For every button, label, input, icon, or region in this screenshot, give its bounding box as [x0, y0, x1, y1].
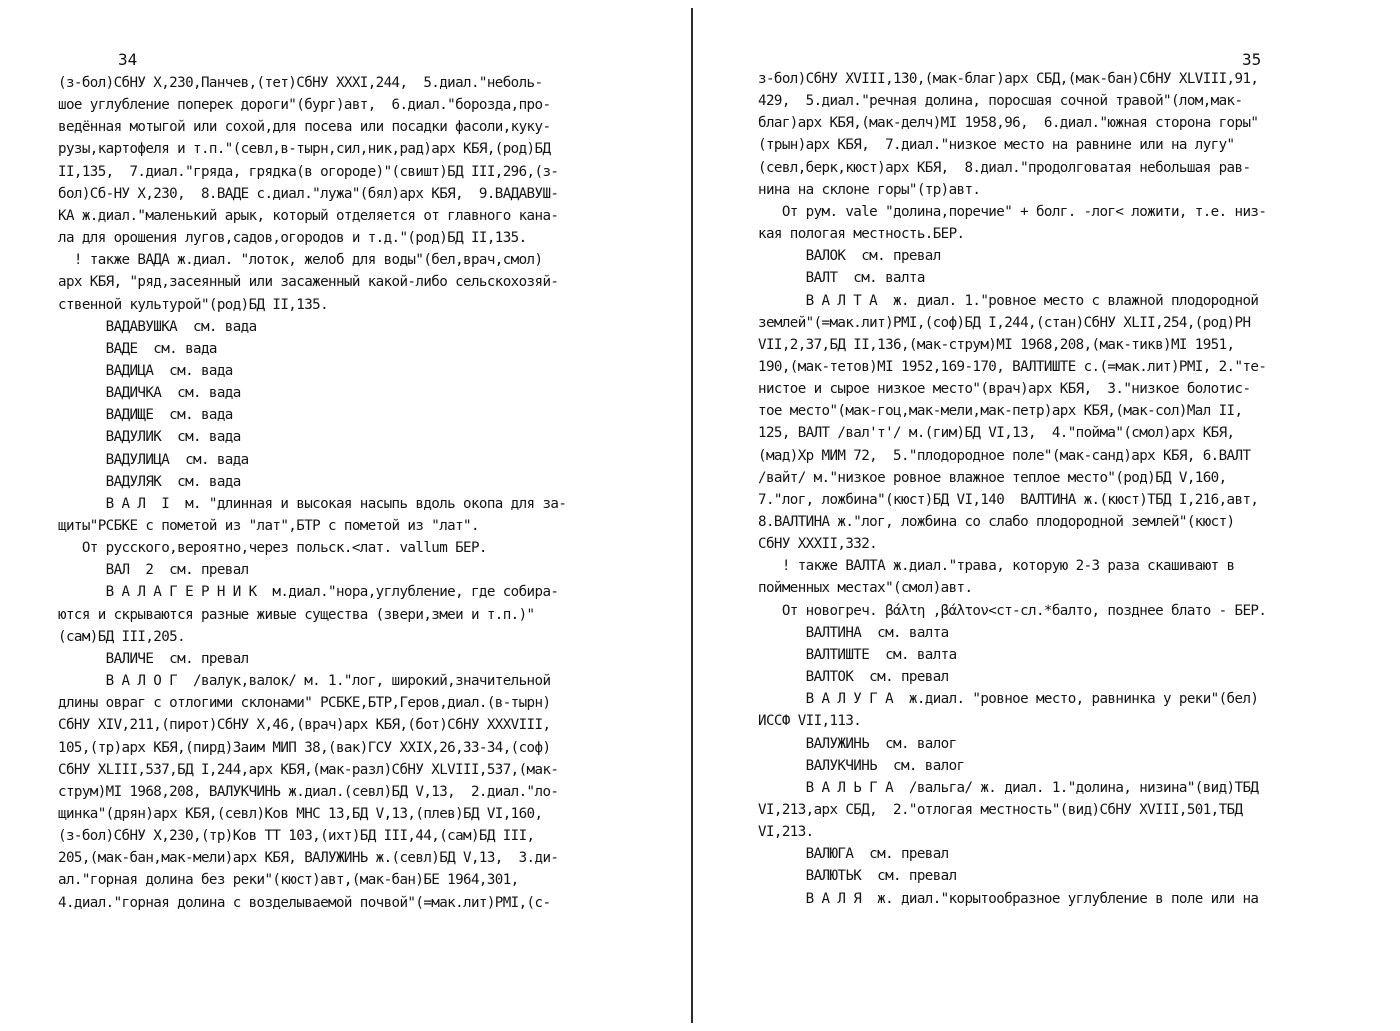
text-line: ВАДИЦА см. вада — [58, 362, 233, 379]
text-line: кая пологая местность.БЕР. — [758, 226, 965, 243]
text-line: 4.диал."горная долина с возделываемой почвой"(=мак.лит)РМI,(с- — [58, 894, 551, 911]
text-line: ВАЛУКЧИНЬ см. валог — [758, 757, 965, 774]
text-line: ственной культурой"(род)БД II,135. — [58, 296, 329, 313]
text-line: В А Л Ь Г А /вальга/ ж. диал. 1."долина, низина"(вид)ТБД — [758, 779, 1259, 796]
text-line: струм)МI 1968,208, ВАЛУКЧИНЬ ж.диал.(севл)БД V,13, 2.диал."ло- — [58, 783, 559, 800]
text-line: тое место"(мак-гоц,мак-мели,мак-петр)арх КБЯ,(мак-сол)Мал II, — [758, 403, 1243, 420]
text-line: нина на склоне горы"(тр)авт. — [758, 181, 981, 198]
text-line: нистое и сырое низкое место"(врач)арх КБЯ, 3."низкое болотис- — [758, 381, 1251, 398]
text-line: ВАДАВУШКА см. вада — [58, 318, 257, 335]
text-line: (трын)арх КБЯ, 7.диал."низкое место на равнине или на лугу" — [758, 137, 1235, 154]
text-line: В А Л I м. "длинная и высокая насыпь вдоль окопа для за- — [58, 495, 567, 512]
text-line: II,135, 7.диал."гряда, грядка(в огороде)"(свишт)БД III,296,(з- — [58, 163, 559, 180]
text-line: ВАЛТ см. валта — [758, 270, 925, 287]
text-line: шое углубление поперек дороги"(бург)авт, 6.диал."борозда,про- — [58, 97, 551, 114]
text-line: (з-бол)СбНУ X,230,Панчев,(тет)СбНУ XXXI,244, 5.диал."неболь- — [58, 75, 543, 91]
text-line: От русского,вероятно,через польск.<лат. vallum БЕР. — [58, 540, 487, 557]
text-line: 105,(тр)арх КБЯ,(пирд)Заим МИП 38,(вак)ГСУ XXIX,26,33-34,(соф) — [58, 739, 551, 756]
text-line: ВАДУЛЯК см. вада — [58, 473, 241, 490]
text-line: (севл,берк,кюст)арх КБЯ, 8.диал."продолговатая небольшая рав- — [758, 159, 1251, 176]
text-line: щиты"РСБКЕ с пометой из "лат",БТР с пометой из "лат". — [58, 518, 479, 534]
text-line: ВАЛТИШТЕ см. валта — [758, 646, 957, 663]
text-line: 8.ВАЛТИНА ж."лог, ложбина со слабо плодородной землей"(кюст) — [758, 514, 1235, 530]
text-line: 7."лог, ложбина"(кюст)БД VI,140 ВАЛТИНА ж.(кюст)ТБД I,216,авт, — [758, 491, 1259, 508]
text-line: От новогреч. βάλτη ,βάλτον<ст-сл.*балто, позднее блато - БЕР. — [758, 602, 1267, 619]
page-number-right: 35 — [1242, 50, 1262, 69]
page-number-left: 34 — [118, 50, 138, 69]
text-line: ВАДИЧКА см. вада — [58, 385, 241, 402]
text-line: ВАЛЮТЬК см. превал — [758, 868, 957, 885]
text-line: ла для орошения лугов,садов,огородов и т.д."(род)БД II,135. — [58, 230, 527, 247]
text-line: ются и скрываются разные живые существа (звери,змеи и т.п.)" — [58, 606, 535, 623]
text-line: ведённая мотыгой или сохой,для посева или посадки фасоли,куку- — [58, 119, 551, 136]
text-line: СбНУ XLIII,537,БД I,244,арх КБЯ,(мак-разл)СбНУ XLVIII,537,(мак- — [58, 761, 559, 778]
text-line: ВАДЕ см. вада — [58, 340, 217, 357]
text-line: ВАЛУЖИНЬ см. валог — [758, 735, 957, 752]
text-line: СбНУ XXXII,332. — [758, 536, 878, 553]
text-line: /вайт/ м."низкое ровное влажное теплое место"(род)БД V,160, — [758, 469, 1227, 486]
text-line: благ)арх КБЯ,(мак-делч)МI 1958,96, 6.диал."южная сторона горы" — [758, 115, 1259, 132]
text-line: От рум. vale "долина,поречие" + болг. -лог< ложити, т.е. низ- — [758, 203, 1267, 220]
left-page — [0, 0, 690, 1031]
text-line: землей"(=мак.лит)РМI,(соф)БД I,244,(стан)СбНУ XLII,254,(род)РН — [758, 314, 1251, 331]
right-page — [700, 0, 1400, 1031]
text-line: КА ж.диал."маленький арык, который отделяется от главного кана- — [58, 207, 559, 224]
text-line: щинка"(дрян)арх КБЯ,(севл)Ков МНС 13,БД V,13,(плев)БД VI,160, — [58, 805, 543, 822]
text-line: ВАЛИЧЕ см. превал — [58, 650, 249, 667]
text-line: СбНУ XIV,211,(пирот)СбНУ X,46,(врач)арх КБЯ,(бот)СбНУ XXXVIII, — [58, 717, 551, 734]
text-line: VI,213. — [758, 824, 814, 841]
text-line: В А Л А Г Е Р Н И К м.диал."нора,углубление, где собира- — [58, 584, 559, 601]
text-line: ! также ВАЛТА ж.диал."трава, которую 2-3 раза скашивают в — [758, 558, 1235, 575]
text-line: ИССФ VII,113. — [758, 713, 862, 730]
text-line: ВАЛТОК см. превал — [758, 669, 949, 686]
text-line: В А Л Я ж. диал."корытообразное углубление в поле или на — [758, 890, 1259, 907]
text-line: 125, ВАЛТ /вал'т'/ м.(гим)БД VI,13, 4."пойма"(смол)арх КБЯ, — [758, 425, 1235, 442]
text-line: ! также ВАДА ж.диал. "лоток, желоб для воды"(бел,врач,смол) — [58, 252, 543, 269]
text-line: 190,(мак-тетов)МI 1952,169-170, ВАЛТИШТЕ с.(=мак.лит)РМI, 2."те- — [758, 358, 1267, 375]
text-line: ВАДУЛИК см. вада — [58, 429, 241, 446]
text-line: ВАДИЩЕ см. вада — [58, 407, 233, 424]
text-line: з-бол)СбНУ XVIII,130,(мак-благ)арх СБД,(мак-бан)СбНУ XLVIII,91, — [758, 71, 1259, 87]
text-line: В А Л У Г А ж.диал. "ровное место, равнинка у реки"(бел) — [758, 691, 1259, 708]
text-line: длины овраг с отлогими склонами" РСБКЕ,БТР,Геров,диал.(в-тырн) — [58, 695, 551, 712]
text-line: ВАЛ 2 см. превал — [58, 562, 249, 579]
text-line: В А Л Т А ж. диал. 1."ровное место с влажной плодородной — [758, 292, 1259, 309]
text-line: рузы,картофеля и т.п."(севл,в-тырн,сил,ник,рад)арх КБЯ,(род)БД — [58, 141, 551, 158]
text-line: VI,213,арх СБД, 2."отлогая местность"(вид)СбНУ XVIII,501,ТБД — [758, 801, 1243, 818]
text-line: арх КБЯ, "ряд,засеянный или засаженный какой-либо сельскохозяй- — [58, 274, 559, 291]
book-spine — [691, 8, 693, 1023]
text-line: ВАЛЮГА см. превал — [758, 846, 949, 863]
text-line: 205,(мак-бан,мак-мели)арх КБЯ, ВАЛУЖИНЬ ж.(севл)БД V,13, 3.ди- — [58, 850, 559, 867]
text-line: ВАДУЛИЦА см. вада — [58, 451, 249, 468]
text-line: бол)Сб-НУ X,230, 8.ВАДЕ с.диал."лужа"(бял)арх КБЯ, 9.ВАДАВУШ- — [58, 185, 559, 202]
text-line: 429, 5.диал."речная долина, поросшая сочной травой"(лом,мак- — [758, 93, 1243, 110]
text-line: ал."горная долина без реки"(кюст)авт,(мак-бан)БЕ 1964,301, — [58, 872, 519, 889]
text-line: пойменных местах"(смол)авт. — [758, 580, 973, 597]
text-line: ВАЛОК см. превал — [758, 248, 941, 265]
text-line: (мад)Хр МИМ 72, 5."плодородное поле"(мак-санд)арх КБЯ, 6.ВАЛТ — [758, 447, 1251, 464]
text-line: VII,2,37,БД II,136,(мак-струм)МI 1968,208,(мак-тикв)МI 1951, — [758, 336, 1235, 353]
text-line: (сам)БД III,205. — [58, 628, 186, 645]
text-line: (з-бол)СбНУ X,230,(тр)Ков ТТ 103,(ихт)БД III,44,(сам)БД III, — [58, 828, 535, 845]
text-line: В А Л О Г /валук,валок/ м. 1."лог, широкий,значительной — [58, 673, 551, 690]
text-line: ВАЛТИНА см. валта — [758, 624, 949, 641]
